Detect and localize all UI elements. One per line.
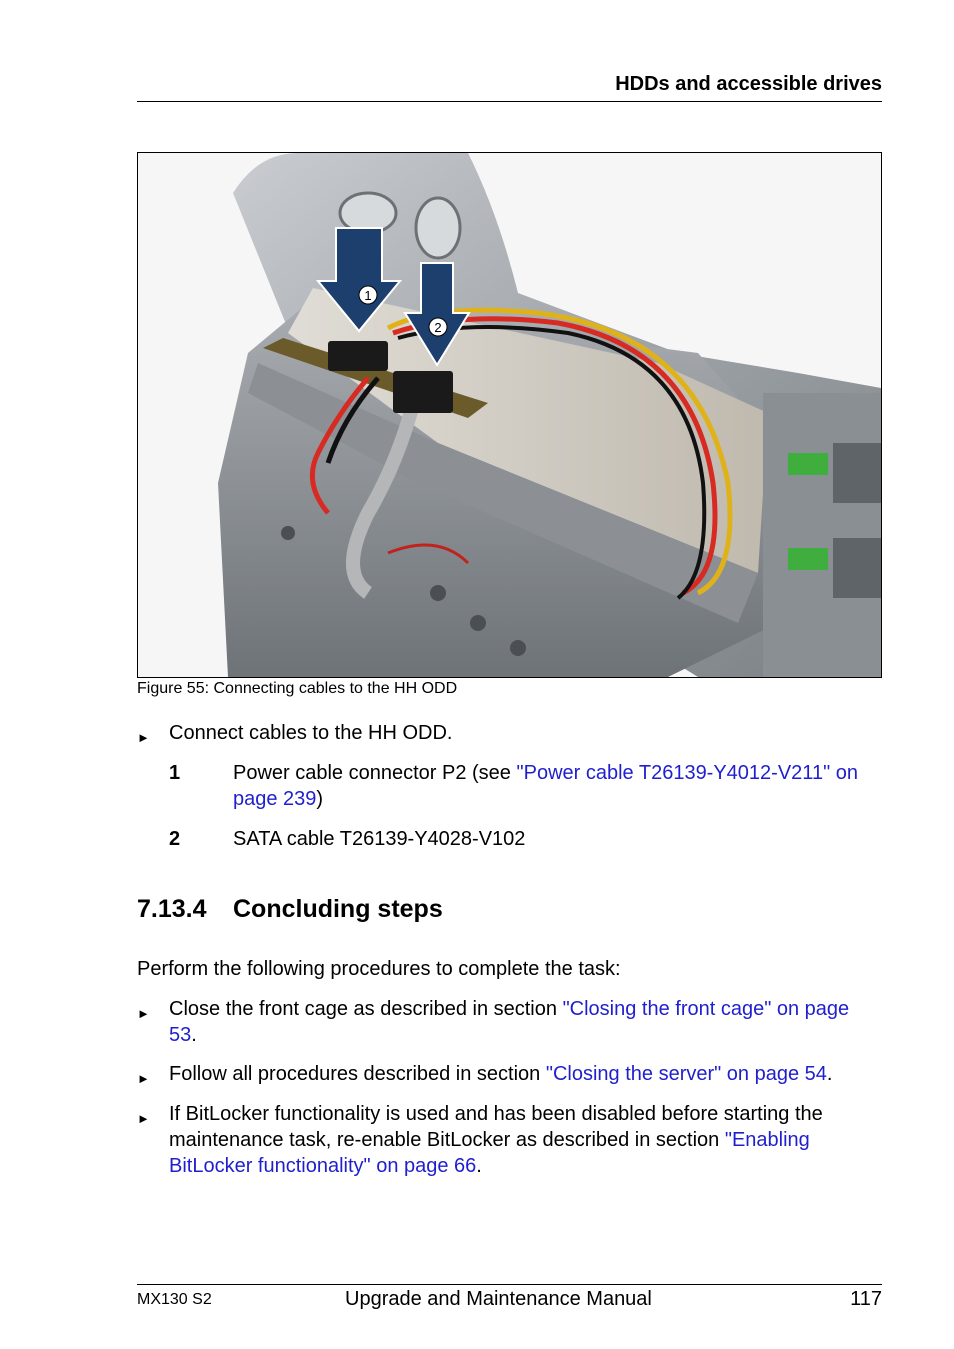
bullet-arrow-icon: ►: [137, 1071, 150, 1086]
header-rule: [137, 101, 882, 102]
legend-number-1: 1: [169, 762, 181, 784]
legend-number-2: 2: [169, 828, 181, 850]
section-title: Concluding steps: [233, 895, 443, 923]
legend-item-1-text: Power cable connector P2 (see: [233, 762, 517, 784]
step-close-server: [169, 1061, 881, 1087]
step-close-front-cage: [169, 996, 869, 1048]
figure-caption: Figure 55: Connecting cables to the HH ODD: [137, 680, 458, 697]
odd-cabling-photo: [138, 153, 881, 677]
intro-paragraph: Perform the following procedures to complete the task:: [137, 958, 621, 980]
legend-item-1-suffix: ): [316, 788, 324, 810]
legend-item-1: [233, 760, 883, 812]
footer-model: MX130 S2: [137, 1291, 212, 1308]
step-suffix: .: [476, 1155, 482, 1177]
legend-item-2: SATA cable T26139-Y4028-V102: [233, 828, 526, 850]
section-number: 7.13.4: [137, 895, 207, 923]
step-text: Close the front cage as described in section: [169, 998, 563, 1020]
section-heading: [137, 895, 443, 924]
link-closing-server[interactable]: "Closing the server" on page 54: [545, 1063, 827, 1085]
callout-2: 2: [434, 320, 442, 335]
footer-title: Upgrade and Maintenance Manual: [345, 1288, 652, 1310]
figure-photo: [137, 152, 882, 678]
callout-1: 1: [364, 288, 372, 303]
step-connect-cables: Connect cables to the HH ODD.: [169, 722, 453, 744]
step-reenable-bitlocker: [169, 1101, 879, 1179]
running-head: HDDs and accessible drives: [615, 73, 882, 95]
bullet-arrow-icon: ►: [137, 1006, 150, 1021]
page-number: 117: [850, 1288, 882, 1310]
step-text: If BitLocker functionality is used and has been disabled before starting the maintenance task, re-enable BitLocker as described in section: [169, 1103, 823, 1151]
link-closing-front-cage[interactable]: "Closing the front cage" on page 53: [169, 998, 850, 1046]
step-suffix: .: [826, 1063, 833, 1085]
footer-rule: [137, 1284, 882, 1285]
link-power-cable[interactable]: "Power cable T26139-Y4012-V211" on page 239: [233, 762, 858, 810]
link-enabling-bitlocker[interactable]: "Enabling BitLocker functionality" on page 66: [169, 1129, 810, 1177]
step-text: Follow all procedures described in section: [169, 1063, 546, 1085]
bullet-arrow-icon: ►: [137, 1111, 150, 1126]
bullet-arrow-icon: ►: [137, 730, 150, 745]
step-suffix: .: [191, 1024, 197, 1046]
